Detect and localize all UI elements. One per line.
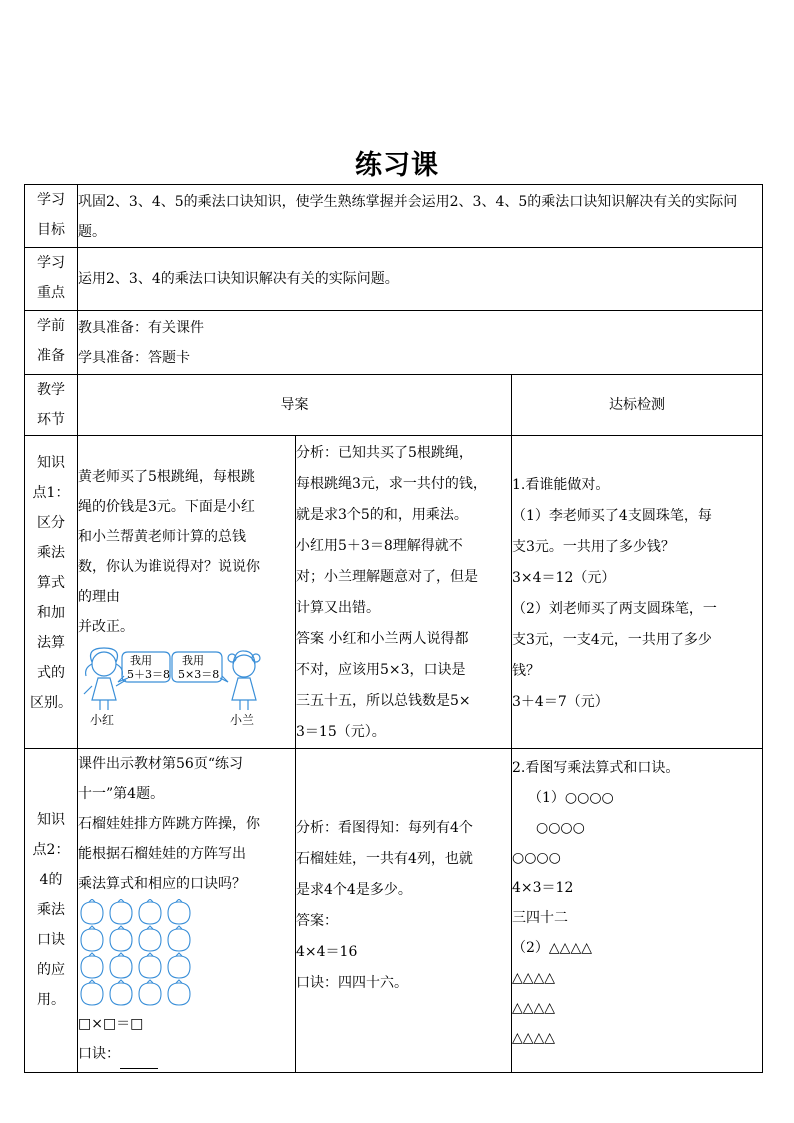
- chant-blank[interactable]: [120, 1050, 158, 1069]
- pomegranate-icon: [110, 980, 132, 1005]
- pomegranate-icon: [110, 926, 132, 951]
- label-line: 4的: [39, 872, 63, 888]
- text-line: 并改正。: [78, 619, 134, 635]
- text-line: 十一”第4题。: [78, 786, 165, 802]
- col-header-guide: 导案: [78, 375, 512, 436]
- text-line: 课件出示教材第56页“练习: [78, 756, 243, 772]
- text-line: ○○○○: [536, 820, 585, 836]
- text-line: 黄老师买了5根跳绳，每根跳: [78, 469, 255, 485]
- row-goal: [25, 185, 763, 248]
- label-line: 法算: [37, 635, 65, 651]
- label-line: 学习: [37, 255, 65, 271]
- right-child-name: 小兰: [230, 713, 255, 727]
- label-line: 学前: [37, 318, 65, 334]
- label-line: 区别。: [30, 695, 72, 711]
- text-line: 石榴娃娃排方阵跳方阵操，你: [78, 816, 260, 832]
- text-line: 石榴娃娃，一共有4列，也就: [296, 851, 473, 867]
- pomegranate-icon: [110, 953, 132, 978]
- row-header: [25, 375, 763, 436]
- text-line: 1.看谁能做对。: [512, 477, 610, 493]
- row-k2: [25, 749, 763, 1073]
- children-figure: [78, 642, 268, 728]
- text-line: △△△△: [512, 970, 556, 986]
- label-line: 目标: [37, 222, 65, 238]
- row-label-prep: [25, 311, 78, 375]
- text-line: （1）李老师买了4支圆珠笔，每: [512, 508, 712, 524]
- row-label-header: [25, 375, 78, 436]
- label-line: 点1：: [32, 485, 70, 501]
- text-line: 是求4个4是多少。: [296, 882, 412, 898]
- text-line: 2.看图写乘法算式和口诀。: [512, 760, 680, 776]
- teacher-prep: 教具准备：有关课件: [78, 320, 204, 336]
- left-bubble-line1: 我用: [130, 654, 152, 667]
- pomegranate-icon: [81, 953, 103, 978]
- text-line: ○○○○: [512, 850, 561, 866]
- row-key: [25, 248, 763, 311]
- label-line: 环节: [37, 412, 65, 428]
- row-prep: [25, 311, 763, 375]
- text-line: 4×3＝12: [512, 880, 574, 896]
- pomegranate-grid-figure: [78, 899, 208, 1009]
- text-line: 就是求3个5的和，用乘法。: [296, 507, 468, 523]
- text-line: 答案 小红和小兰两人说得都: [296, 631, 469, 647]
- right-bubble-line2: 5×3＝8: [178, 668, 220, 681]
- row-k1: [25, 436, 763, 749]
- label-line: 式的: [37, 665, 65, 681]
- col-header-check: 达标检测: [512, 375, 763, 436]
- student-prep: 学具准备：答题卡: [78, 350, 190, 366]
- pomegranate-icon: [110, 899, 132, 924]
- pomegranate-icon: [168, 980, 190, 1005]
- label-line: 乘法: [37, 902, 65, 918]
- label-line: 区分: [37, 515, 65, 531]
- text-line: △△△△: [512, 1000, 556, 1016]
- text-line: 不对，应该用5×3，口诀是: [296, 662, 466, 678]
- label-line: 用。: [37, 992, 65, 1008]
- k2-check: [512, 749, 763, 1073]
- text-line: 和小兰帮黄老师计算的总钱: [78, 529, 246, 545]
- text-line: 分析：看图得知：每列有4个: [296, 820, 473, 836]
- formula-blank: □×□＝□: [78, 1016, 144, 1032]
- chant-line: [78, 1039, 295, 1069]
- label-line: 知识: [37, 812, 65, 828]
- row-label-k1: [25, 436, 78, 749]
- right-bubble-line1: 我用: [182, 654, 204, 667]
- label-line: 点2：: [32, 842, 70, 858]
- left-child-name: 小红: [90, 713, 115, 727]
- text-line: 能根据石榴娃娃的方阵写出: [78, 846, 246, 862]
- pomegranate-icon: [139, 953, 161, 978]
- label-line: 口诀: [37, 932, 65, 948]
- text-line: 小红用5＋3＝8理解得就不: [296, 538, 463, 554]
- text-line: 3＝15（元）。: [296, 724, 386, 740]
- text-line: 分析：已知共买了5根跳绳，: [296, 445, 473, 461]
- k2-analysis: [296, 749, 512, 1073]
- k1-guide: [78, 436, 296, 749]
- pomegranate-icon: [139, 926, 161, 951]
- label-line: 教学: [37, 382, 65, 398]
- pomegranate-icon: [81, 980, 103, 1005]
- text-line: （1）○○○○: [528, 790, 614, 806]
- goal-text: 巩固2、3、4、5的乘法口诀知识，使学生熟练掌握并会运用2、3、4、5的乘法口诀知识解决有关的实际问题。: [78, 185, 763, 248]
- pomegranate-icon: [81, 926, 103, 951]
- pomegranate-icon: [139, 980, 161, 1005]
- pomegranate-icon: [168, 899, 190, 924]
- text-line: （2）△△△△: [512, 940, 592, 956]
- text-line: 答案：: [296, 913, 338, 929]
- text-line: 4×4＝16: [296, 944, 358, 960]
- lesson-table: [24, 184, 763, 1073]
- pomegranate-icon: [139, 899, 161, 924]
- text-line: 3＋4＝7（元）: [512, 694, 609, 710]
- text-line: 钱？: [512, 663, 540, 679]
- label-line: 重点: [37, 285, 65, 301]
- left-bubble-line2: 5＋3＝8: [127, 668, 170, 681]
- label-line: 学习: [37, 192, 65, 208]
- label-line: 乘法: [37, 545, 65, 561]
- row-label-goal: [25, 185, 78, 248]
- pomegranate-icon: [168, 926, 190, 951]
- key-text: 运用2、3、4的乘法口诀知识解决有关的实际问题。: [78, 248, 763, 311]
- row-label-key: [25, 248, 78, 311]
- label-line: 和加: [37, 605, 65, 621]
- text-line: 支3元，一支4元，一共用了多少: [512, 632, 712, 648]
- text-line: 口诀：四四十六。: [296, 975, 408, 991]
- text-line: △△△△: [512, 1030, 556, 1046]
- prep-text: [78, 311, 763, 375]
- text-line: 对；小兰理解题意对了，但是: [296, 569, 478, 585]
- pomegranate-icon: [168, 953, 190, 978]
- text-line: 数，你认为谁说得对？说说你: [78, 559, 260, 575]
- text-line: 的理由: [78, 589, 120, 605]
- label-line: 的应: [37, 962, 65, 978]
- pomegranate-icon: [81, 899, 103, 924]
- k1-check: [512, 436, 763, 749]
- text-line: 3×4＝12（元）: [512, 570, 616, 586]
- text-line: （2）刘老师买了两支圆珠笔，一: [512, 601, 717, 617]
- text-line: 三五十五，所以总钱数是5×: [296, 693, 471, 709]
- text-line: 绳的价钱是3元。下面是小红: [78, 499, 255, 515]
- k2-guide: [78, 749, 296, 1073]
- label-line: 算式: [37, 575, 65, 591]
- text-line: 三四十二: [512, 910, 568, 926]
- chant-label: 口诀：: [78, 1046, 120, 1062]
- text-line: 支3元。一共用了多少钱？: [512, 539, 675, 555]
- row-label-k2: [25, 749, 78, 1073]
- page-title: 练习课: [355, 150, 439, 181]
- text-line: 乘法算式和相应的口诀吗？: [78, 876, 246, 892]
- k1-analysis: [296, 436, 512, 749]
- text-line: 计算又出错。: [296, 600, 380, 616]
- label-line: 准备: [37, 348, 65, 364]
- label-line: 知识: [37, 455, 65, 471]
- text-line: 每根跳绳3元，求一共付的钱，: [296, 476, 487, 492]
